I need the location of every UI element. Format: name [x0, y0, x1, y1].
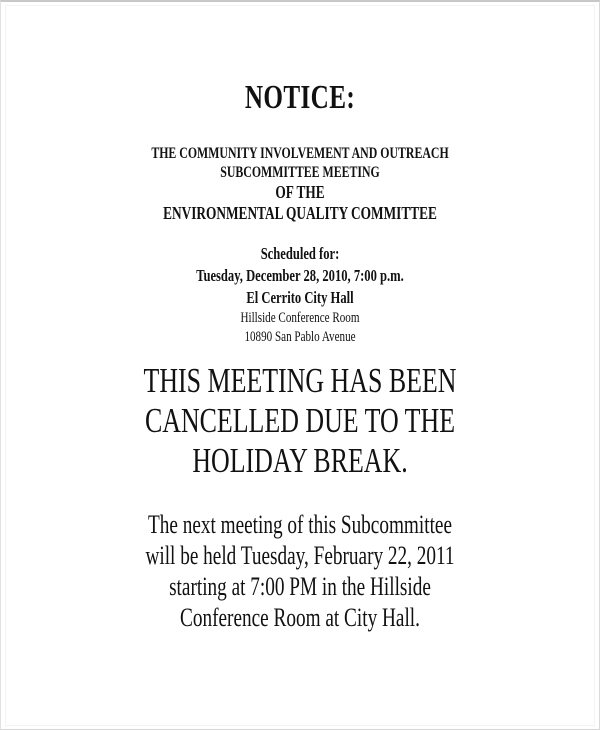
cancellation-line-3: HOLIDAY BREAK. [192, 441, 408, 480]
next-meeting-line-1: The next meeting of this Subcommittee [147, 510, 453, 539]
schedule-label: Scheduled for: [260, 244, 340, 263]
next-meeting-line-2: will be held Tuesday, February 22, 2011 [145, 541, 455, 570]
cancellation-line-2: CANCELLED DUE TO THE [144, 401, 456, 440]
cancellation-line-1: THIS MEETING HAS BEEN [143, 361, 457, 400]
next-meeting-info [4, 509, 596, 633]
committee-heading-line-1: THE COMMUNITY INVOLVEMENT AND OUTREACH [151, 145, 449, 162]
schedule-details [4, 243, 596, 347]
cancellation-announcement [4, 361, 596, 481]
schedule-venue: El Cerrito City Hall [246, 288, 354, 307]
committee-heading-line-2: SUBCOMMITTEE MEETING [220, 164, 380, 181]
notice-title: NOTICE: [244, 79, 356, 116]
committee-heading-line-4: ENVIRONMENTAL QUALITY COMMITTEE [163, 203, 437, 223]
schedule-room: Hillside Conference Room [240, 310, 360, 326]
committee-heading [4, 144, 596, 224]
schedule-datetime: Tuesday, December 28, 2010, 7:00 p.m. [196, 266, 404, 285]
notice-content [4, 2, 596, 633]
next-meeting-line-3: starting at 7:00 PM in the Hillside [169, 572, 431, 601]
committee-heading-line-3: OF THE [275, 182, 325, 202]
schedule-address: 10890 San Pablo Avenue [244, 329, 356, 345]
next-meeting-line-4: Conference Room at City Hall. [180, 603, 420, 632]
